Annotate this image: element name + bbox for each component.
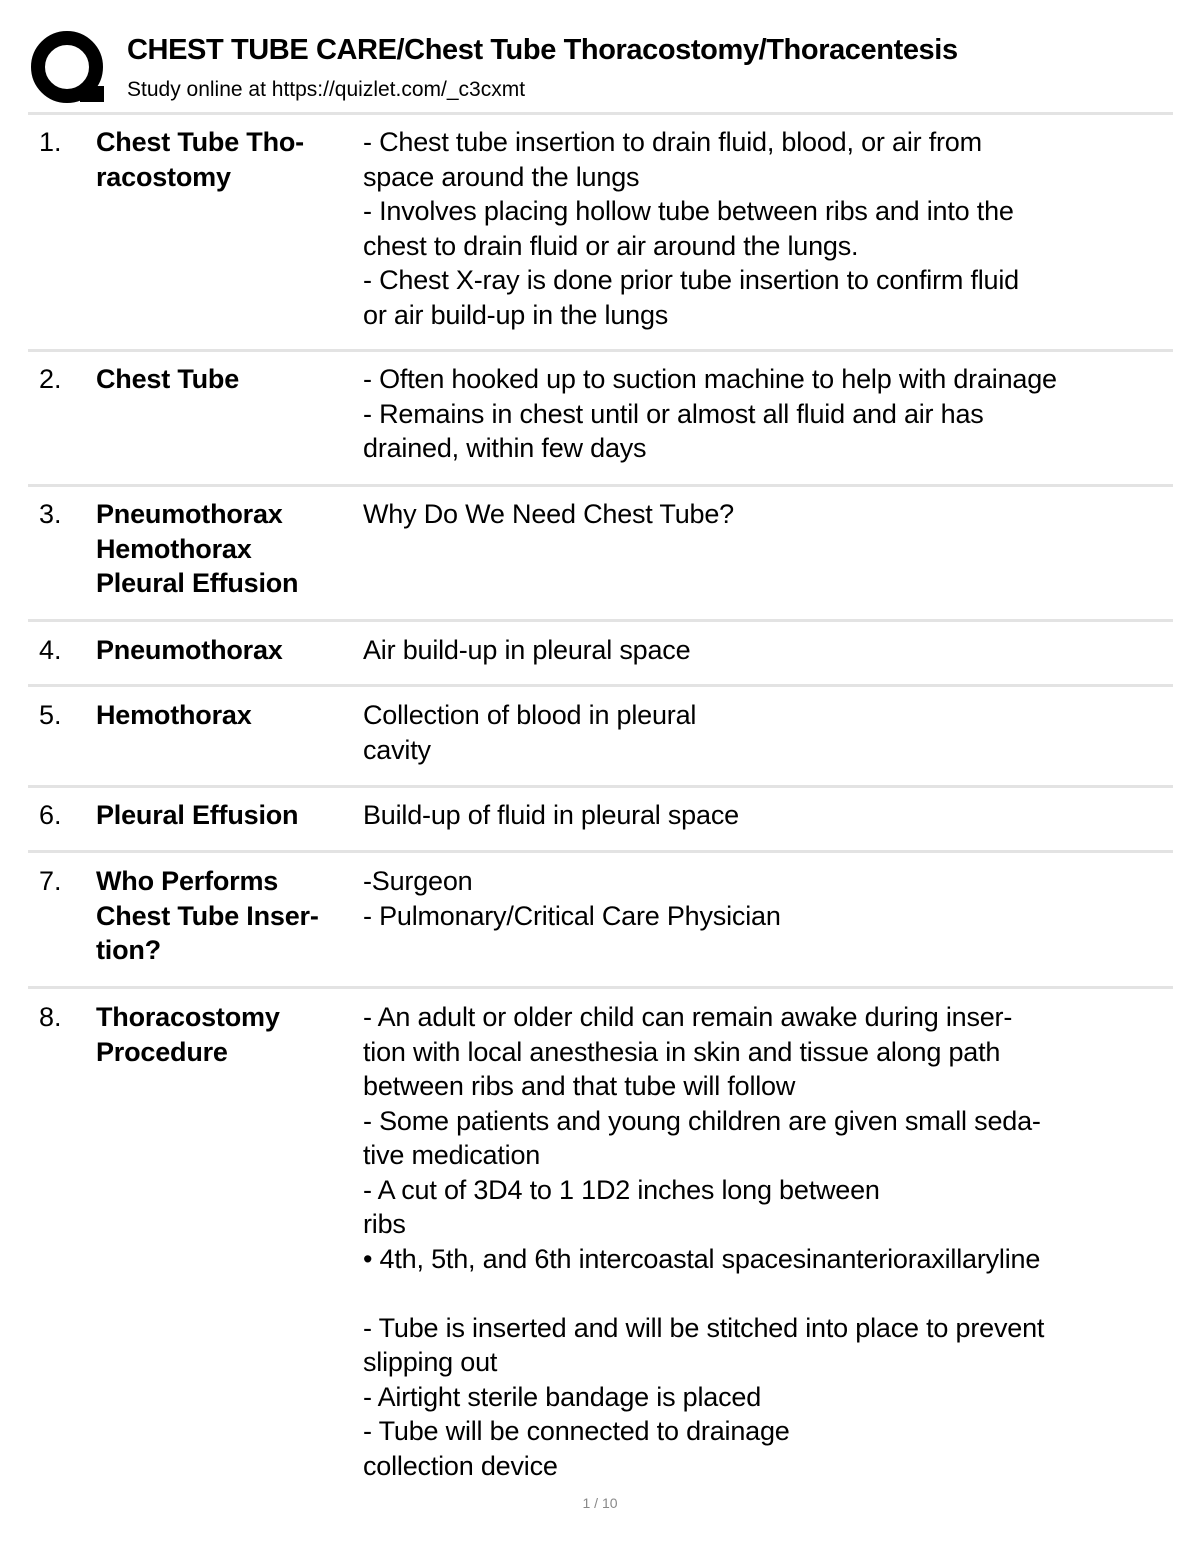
term-line: Who Performs (96, 866, 279, 896)
definition-line: Air build-up in pleural space (363, 635, 691, 665)
card-definition (363, 497, 734, 532)
term-line: Chest Tube Tho- (96, 127, 304, 157)
definition-line: chest to drain fluid or air around the lungs. (363, 230, 859, 261)
card-term (96, 125, 304, 194)
quizlet-logo-icon (30, 30, 108, 108)
term-line: Chest Tube (96, 364, 240, 394)
definition-line: Build-up of fluid in pleural space (363, 800, 739, 830)
divider (28, 349, 1173, 352)
definition-line: - Remains in chest until or almost all fluid and air has (363, 398, 984, 429)
definition-line: - An adult or older child can remain awake during inser- (363, 1002, 1013, 1032)
card-number: 6. (39, 800, 62, 830)
card-definition (363, 698, 696, 767)
definition-line: between ribs and that tube will follow (363, 1071, 796, 1101)
divider (28, 986, 1173, 989)
definition-line: • 4th, 5th, and 6th intercoastal spacesinanterioraxillaryline (363, 1243, 1041, 1274)
page-header (30, 30, 1172, 108)
divider (28, 484, 1173, 487)
card-number: 3. (39, 499, 62, 529)
term-line: Pleural Effusion (96, 800, 299, 830)
term-line: Procedure (96, 1036, 228, 1067)
definition-line: -Surgeon (363, 866, 473, 896)
definition-line: tion with local anesthesia in skin and tissue along path (363, 1036, 1001, 1067)
definition-line: tive medication (363, 1140, 541, 1170)
definition-line: cavity (363, 734, 431, 765)
definition-line: space around the lungs (363, 161, 640, 192)
card-definition (363, 125, 1019, 332)
card-term (96, 864, 319, 968)
definition-line: Collection of blood in pleural (363, 700, 697, 730)
card-number: 1. (39, 127, 62, 157)
card-definition (363, 633, 690, 668)
page-number: 1 / 10 (582, 1495, 618, 1511)
card-term (96, 698, 252, 733)
term-line: tion? (96, 935, 161, 965)
definition-line: - Tube will be connected to drainage (363, 1416, 790, 1446)
definition-line: or air build-up in the lungs (363, 299, 669, 330)
card-term (96, 798, 298, 833)
divider (28, 785, 1173, 788)
definition-line: slipping out (363, 1347, 498, 1377)
card-definition (363, 1000, 1044, 1483)
card-number: 2. (39, 364, 62, 394)
definition-line: - Chest X-ray is done prior tube insertion to confirm fluid (363, 265, 1019, 295)
term-line: Pneumothorax (96, 635, 283, 665)
definition-line: ribs (363, 1209, 406, 1239)
term-line: Hemothorax (96, 533, 252, 564)
divider (28, 850, 1173, 853)
card-definition (363, 798, 739, 833)
definition-line: collection device (363, 1450, 558, 1481)
divider (28, 112, 1173, 115)
definition-line: - Pulmonary/Critical Care Physician (363, 900, 781, 931)
card-term (96, 633, 283, 668)
definition-line (363, 1276, 1044, 1311)
term-line: Pneumothorax (96, 499, 283, 529)
definition-line: - Chest tube insertion to drain fluid, blood, or air from (363, 127, 982, 157)
card-definition (363, 864, 781, 933)
definition-line: - Some patients and young children are given small seda- (363, 1105, 1041, 1136)
card-term (96, 1000, 280, 1069)
study-online-link-text: Study online at https://quizlet.com/_c3cxmt (127, 78, 526, 101)
term-line: Thoracostomy (96, 1002, 280, 1032)
term-line: Chest Tube Inser- (96, 900, 319, 931)
card-definition (363, 362, 1057, 466)
definition-line: - Often hooked up to suction machine to help with drainage (363, 364, 1057, 394)
term-line: Hemothorax (96, 700, 252, 730)
card-number: 4. (39, 635, 62, 665)
term-line: Pleural Effusion (96, 568, 299, 598)
term-line: racostomy (96, 161, 231, 192)
page-title: CHEST TUBE CARE/Chest Tube Thoracostomy/Thoracentesis (127, 34, 958, 66)
definition-line: Why Do We Need Chest Tube? (363, 499, 734, 529)
divider (28, 684, 1173, 687)
definition-line: - A cut of 3D4 to 1 1D2 inches long between (363, 1174, 880, 1205)
card-number: 7. (39, 866, 62, 896)
card-number: 5. (39, 700, 62, 730)
definition-line: - Tube is inserted and will be stitched into place to prevent (363, 1312, 1045, 1343)
card-term (96, 497, 298, 601)
card-number: 8. (39, 1002, 62, 1032)
card-term (96, 362, 239, 397)
definition-line: drained, within few days (363, 433, 647, 463)
definition-line: - Involves placing hollow tube between ribs and into the (363, 196, 1014, 226)
divider (28, 619, 1173, 622)
definition-line: - Airtight sterile bandage is placed (363, 1381, 762, 1412)
